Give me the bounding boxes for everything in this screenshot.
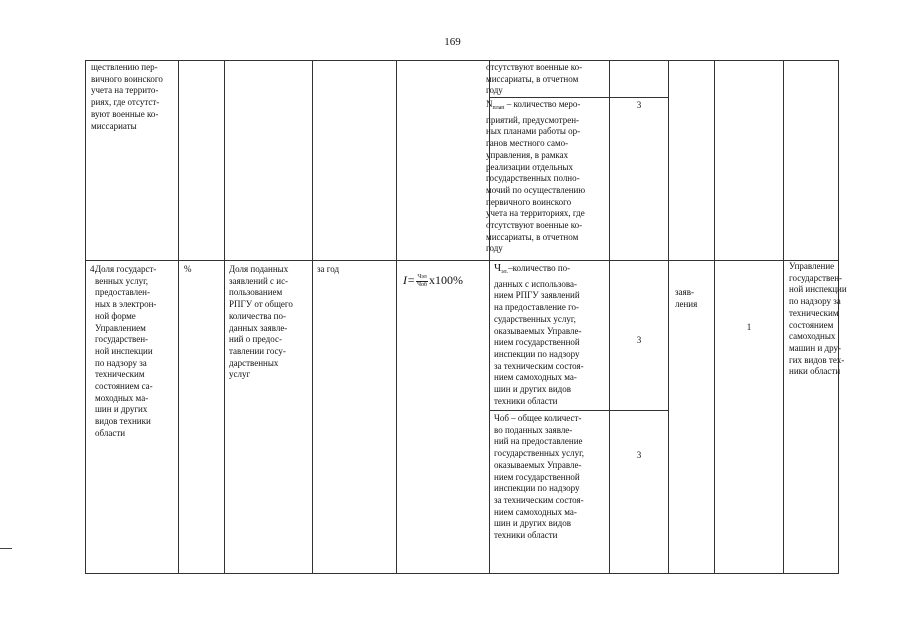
col-line-8 <box>714 60 715 574</box>
col-line-3 <box>312 60 313 574</box>
formula-fraction <box>416 274 428 289</box>
indicator-name-continued: ществлению пер- вичного воинского учета на террито- риях, где отсутст- вуют военные ко- миссариаты <box>91 62 163 131</box>
page-number: 169 <box>444 36 461 48</box>
variable-1-symbol: Ч <box>494 262 502 274</box>
variable-n-subscript: плап <box>492 105 505 111</box>
population-coverage: 1 <box>746 322 752 332</box>
variable-description-continued: отсутствуют военные ко- миссариаты, в отчетном году <box>486 62 583 96</box>
calculation-period: за год <box>317 264 340 274</box>
variable-1-text: –количество по- данных с использова- нием РПГУ заявлений на предоставление го- сударственных услуг, оказываемых Управле- нием государственной инспекции по надзору за техническим состоя- нием самоходных ма- шин и других видов техники области <box>494 263 584 406</box>
variable-n-text: – количество меро- приятий, предусмотрен- ных планами работы ор- ганов местного само- управления, в рамках реализации отдельных государственных полно- мочий по осуществлению первичного воинского учета на территориях, где отсутствуют военные ко- миссариаты, в отчетном году <box>486 99 586 254</box>
variable-2-description: Чоб – общее количест- во поданных заявле- ний на предоставление государственных услуг, оказываемых Управле- нием государственной инспекции по надзору за техническим состоя- нием самоходных ма- шин и других видов техники области <box>494 413 585 541</box>
sub-row-separator-2 <box>489 410 668 411</box>
col-line-9 <box>783 60 784 574</box>
table-bottom-border <box>85 573 838 574</box>
col-line-6 <box>609 60 610 574</box>
col-line-7 <box>668 60 669 574</box>
variable-1-source: 3 <box>636 335 642 345</box>
row-number: 4. <box>90 264 97 274</box>
variable-2-source: 3 <box>636 450 642 460</box>
col-line-1 <box>178 60 179 574</box>
variable-n-source: 3 <box>636 100 642 110</box>
col-line-4 <box>396 60 397 574</box>
unit-of-measure: % <box>184 264 192 274</box>
variable-1-description <box>494 263 607 407</box>
formula-numerator: Чэл <box>417 273 427 280</box>
responsible-body: Управление государствен- ной инспекции по надзору за техническим состоянием самоходных машин и дру- гих видов тех- ники области <box>789 261 847 377</box>
col-line-2 <box>224 60 225 574</box>
observation-unit: заяв- ления <box>675 287 698 309</box>
col-line-0 <box>85 60 86 574</box>
formula-lhs: I= <box>403 273 416 287</box>
variable-n-symbol: N <box>486 99 493 109</box>
margin-mark <box>0 548 12 549</box>
sub-row-separator-1 <box>489 97 668 98</box>
indicator-name: Доля государст- венных услуг, предоставлен- ных в электрон- ной форме Управлением государствен- ной инспекции по надзору за техническим состоянием са- моходных ма- шин и других видов техники области <box>95 264 157 438</box>
row-separator <box>85 260 838 261</box>
variable-n-description <box>486 99 608 255</box>
table-top-border <box>85 60 838 61</box>
indicator-definition: Доля поданных заявлений с ис- пользованием РПГУ от общего количества по- данных заявле- ний о предос- тавлении госу- дарственных услуг <box>229 264 293 380</box>
calculation-formula <box>403 273 463 289</box>
variable-1-subscript: эл. <box>501 269 509 275</box>
formula-rhs: x100% <box>429 273 464 287</box>
formula-denominator: Чоб <box>417 281 428 288</box>
